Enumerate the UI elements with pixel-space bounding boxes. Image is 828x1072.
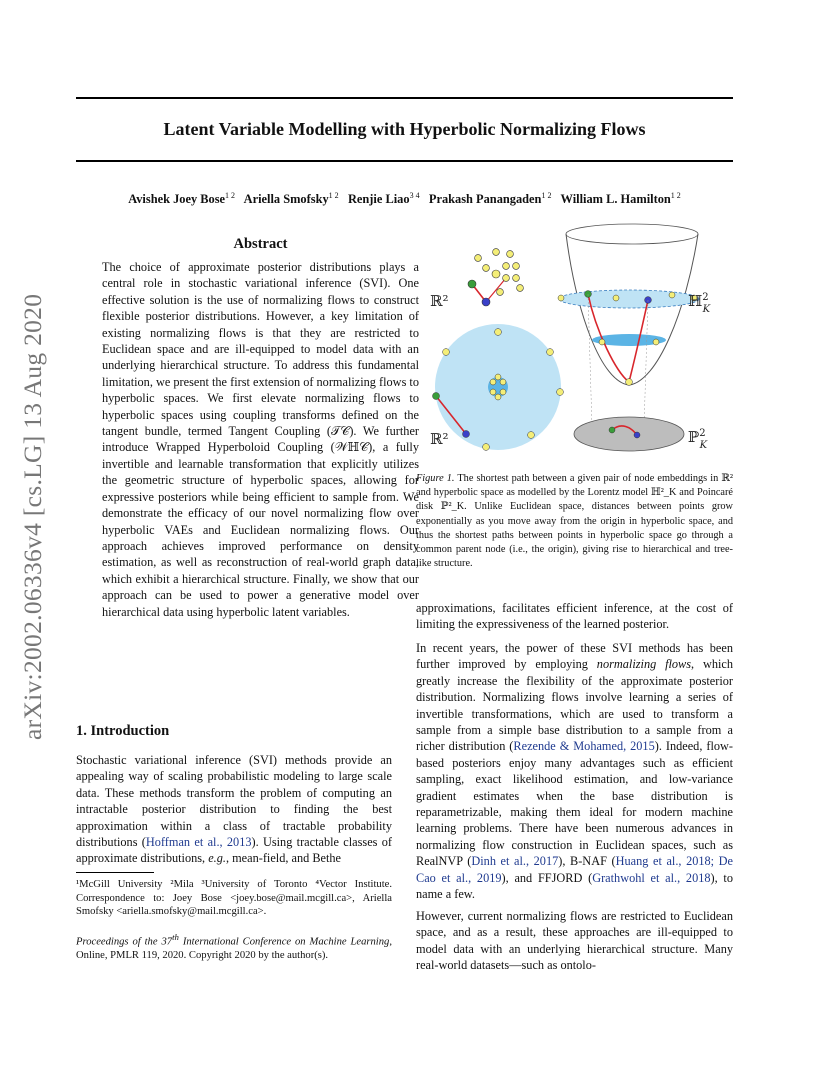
text-run: , mean-field, and Bethe [225,851,342,866]
text-run: ), and FFJORD ( [501,870,593,885]
hyperboloid-model [558,224,699,427]
label-poincare: ℙ$^2$ K [688,428,708,451]
citation-link[interactable]: Rezende & Mohamed, 2015 [513,739,655,754]
label-r2-top: ℝ² [430,292,449,310]
paper-title: Latent Variable Modelling with Hyperbolic Normalizing Flows [163,119,646,139]
text-run: ), to name a few. [416,870,733,902]
author-aff: 1 2 [541,191,552,200]
text-run: e.g. [208,851,226,866]
poincare-disk [574,417,684,451]
author-name: Prakash Panangaden [428,192,542,207]
text-run: Proceedings of the 37 [76,936,173,948]
abstract-heading: Abstract [233,236,288,252]
text-run: ). Using tractable classes of approximate distributions, [76,835,392,866]
abstract-text: The choice of approximate posterior distributions plays a central role in stochastic variational inference (SVI). One effective solution is the use of normalizing flows to construct flexible posterior distributions. However, a key limitation of existing normalizing flows is that they are restricted to Euclidean space and are ill-equipped to model data with an underlying hierarchical structure. To address this fundamental limitation, we present the first extension of normalizing flows to hyperbolic spaces. We first elevate normalizing flows to hyperbolic spaces using coupling transforms defined on the tangent bundle, termed Tangent Coupling (𝒯𝒞). We further introduce Wrapped Hyperboloid Coupling (𝒲ℍ𝒞), a fully invertible and learnable transformation that explicitly utilizes the geometric structure of hyperbolic spaces, allowing for expressive posteriors while being efficient to sample from. We demonstrate the efficacy of our novel normalizing flow over hyperbolic VAEs and Euclidean normalizing flows. Our approach achieves improved performance on density estimation, as well as reconstruction of real-world graph data, which exhibit a hierarchical structure. Finally, we show that our approach can be used to power a generative model over hierarchical data using hyperbolic latent variables. [102,260,419,619]
figure-1 [416,222,733,462]
text-run: ), B-NAF ( [558,854,616,869]
label-hyperboloid: ℍ$^2$ K [688,292,711,315]
text-run: normalizing flows [596,657,692,672]
citation-link[interactable]: Dinh et al., 2017 [471,854,559,869]
author-aff: 3 4 [409,191,420,200]
proceedings-note [76,931,392,963]
author-name: William L. Hamilton [560,192,671,207]
text-run: International Conference on Machine Learning [178,936,390,948]
euclidean-small-tree [468,249,523,306]
text-run: However, current normalizing flows are restricted to Euclidean space, and as a result, these approaches are ill-equipped to model data with an underlying hierarchical structure. Many real-world datasets—such as ontolo- [416,909,733,973]
section-heading-introduction: 1. Introduction [76,723,170,739]
top-rule [76,97,733,99]
caption-label: Figure 1. [416,473,455,484]
right-column-paragraph [416,640,733,903]
caption-text: The shortest path between a given pair of node embeddings in ℝ² and hyperbolic space as modelled by the Lorentz model ℍ²_K and Poincaré disk ℙ²_K. Unlike Euclidean space, distances between points grow exponentially as you move away from the origin in hyperbolic space, and thus the shortest paths between points in hyperbolic space go through a common parent node (i.e., the origin), giving rise to hierarchical and tree-like structure. [416,473,733,570]
text-run: , Online, PMLR 119, 2020. Copyright 2020 by the author(s). [76,936,392,962]
text-run: Stochastic variational inference (SVI) methods provide an appealing way of scaling probabilistic modeling to large scale data. These methods transform the problem of computing an intractable posterior distribution to finding the best approximation within a class of tractable probability distributions ( [76,753,392,850]
text-run: , which greatly increase the flexibility of the approximate posterior distribution. Normalizing flows involve learning a series of invertible transformations, which are used to transform a sample from a simple base distribution to a sample from a richer distribution ( [416,657,733,754]
title-rule [76,160,733,162]
footnote-rule [76,872,154,873]
author-aff: 1 2 [670,191,681,200]
text-run: ). Indeed, flow-based posteriors enjoy many advantages such as efficient sampling, exact likelihood estimation, and low-variance gradient estimates when the base distribution is reparametrizable, making them ideal for modern machine learning problems. There have been numerous advances in normalizing flow construction in Euclidean spaces, such as RealNVP ( [416,739,733,869]
citation-link[interactable]: Hoffman et al., 2013 [145,835,252,850]
author-name: Renjie Liao [347,192,410,207]
text-run: In recent years, the power of these SVI methods has been further improved by employing [416,641,733,672]
right-column-paragraph [416,908,733,974]
affiliation-footnote: ¹McGill University ²Mila ³University of Toronto ⁴Vector Institute. Correspondence to: Joey Bose <joey.bose@mail.mcgill.ca>, Ariella Smofsky <ariella.smofsky@mail.mcgill.ca>. [76,879,392,918]
text-run: approximations, facilitates efficient inference, at the cost of limiting the expressiveness of the learned posterior. [416,601,733,632]
intro-paragraph [76,752,392,867]
author-aff: 1 2 [225,191,236,200]
label-r2-bottom: ℝ² [430,430,449,448]
author-name: Ariella Smofsky [243,192,329,207]
text-run: th [172,932,179,942]
right-column-paragraph [416,600,733,633]
figure-1-illustration [416,222,733,462]
author-aff: 1 2 [328,191,339,200]
euclidean-large-disk [433,324,564,450]
figure-1-caption [416,472,733,571]
author-list [76,191,733,207]
citation-link[interactable]: Grathwohl et al., 2018 [592,870,711,885]
arxiv-side-stamp: arXiv:2002.06336v4 [cs.LG] 13 Aug 2020 [18,293,47,741]
citation-link[interactable]: Huang et al., 2018; De Cao et al., 2019 [416,854,734,885]
author-name: Avishek Joey Bose [128,192,226,207]
